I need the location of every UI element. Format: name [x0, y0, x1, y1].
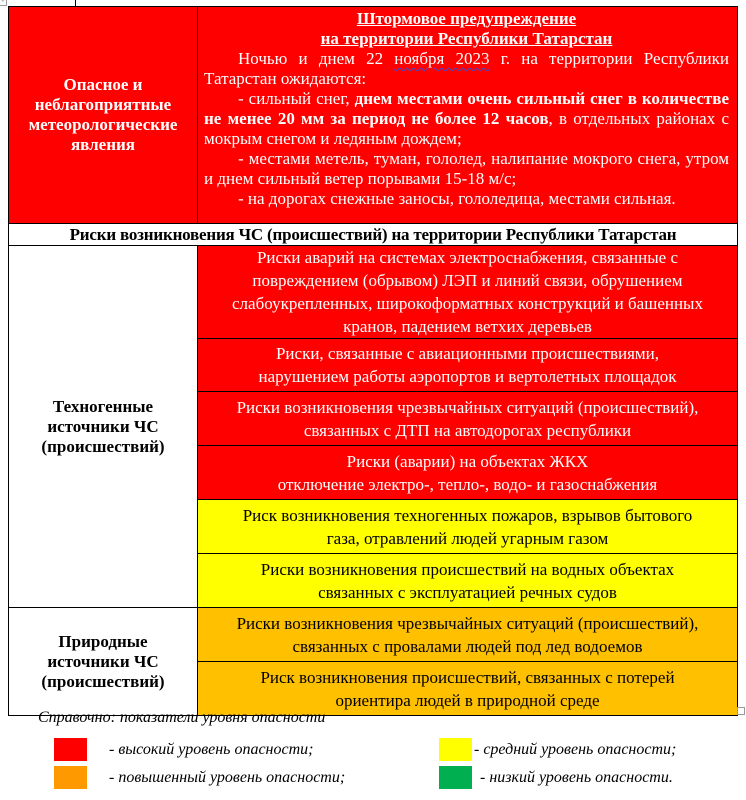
technogenic-label-line: источники ЧС: [47, 416, 159, 436]
risk-line: отключение электро-, тепло-, водо- и газоснабжения: [277, 474, 658, 494]
warning-item-blizzard: - местами метель, туман, гололед, налипание мокрого снега, утром и днем сильный ветер порывами 15-18 м/с;: [204, 149, 729, 188]
warning-title-line2: на территории Республики Татарстан: [320, 29, 613, 48]
warning-item-roads: - на дорогах снежные заносы, гололедица, местами сильная.: [238, 189, 676, 208]
risk-line: Риски (аварии) на объектах ЖКХ: [346, 451, 589, 471]
technogenic-row: [9, 246, 738, 339]
legend-label: - низкий уровень опасности.: [480, 768, 673, 786]
natural-row: [9, 608, 738, 662]
risk-cell-ice-falls: [198, 608, 738, 662]
risk-line: Риск возникновения техногенных пожаров, взрывов бытового: [242, 505, 693, 525]
legend-label: - повышенный уровень опасности;: [109, 768, 346, 786]
risk-cell-utilities: [198, 446, 738, 500]
intro-text: Ночью и днем 22: [238, 49, 395, 68]
risk-line: Риски возникновения происшествий на водных объектах: [260, 559, 675, 579]
item-text: - сильный снег,: [238, 89, 355, 108]
risk-line: слабоукрепленных, широкоформатных конструкций и башенных: [232, 294, 703, 313]
hazard-label-line: неблагоприятные: [34, 95, 172, 114]
table-move-handle-icon[interactable]: +: [0, 0, 7, 6]
risks-header: Риски возникновения ЧС (происшествий) на территории Республики Татарстан: [9, 224, 738, 246]
swatch-high-icon: [54, 738, 87, 761]
hazard-label-line: Опасное и: [63, 75, 143, 94]
risk-line: газа, отравлений людей угарным газом: [326, 528, 609, 548]
risk-cell-fires-gas: [198, 500, 738, 554]
risk-cell-river-vessels: [198, 554, 738, 608]
legend-item-medium: [439, 738, 676, 761]
legend-title: Справочно: показатели уровня опасности: [38, 709, 326, 726]
legend-item-low: [439, 766, 673, 789]
risk-cell-lost-orientation: [198, 662, 738, 716]
natural-label-line: Природные: [58, 631, 148, 651]
intro-text: г. на территории Республики Татарстан ожидаются:: [204, 49, 730, 88]
risk-line: Риски возникновения чрезвычайных ситуаций (происшествий),: [236, 613, 699, 633]
risk-line: Риски аварий на системах электроснабжения, связанные с: [256, 248, 679, 267]
technogenic-label-cell: [9, 246, 198, 608]
swatch-low-icon: [439, 766, 472, 789]
risk-cell-power-grid: [198, 246, 738, 339]
risk-cell-road-accidents: [198, 392, 738, 446]
risk-cell-aviation: [198, 339, 738, 392]
technogenic-label-line: (происшествий): [41, 436, 165, 456]
risk-line: связанных с провалами людей под лед водоемов: [292, 636, 643, 656]
warning-title-line1: Штормовое предупреждение: [356, 9, 577, 28]
item-text-bold: днем местами очень сильный снег в количестве не менее 20 мм за период не более 12 часов: [204, 89, 730, 128]
hazard-row: [9, 7, 738, 224]
hazard-label-line: метеорологические: [28, 115, 178, 134]
risk-line: Риски возникновения чрезвычайных ситуаций (происшествий),: [236, 397, 699, 417]
natural-label-line: (происшествий): [41, 671, 165, 691]
risk-line: ориентира людей в природной среде: [335, 690, 600, 710]
legend-label: - средний уровень опасности;: [474, 740, 677, 758]
hazard-risk-table: [8, 6, 738, 716]
warning-item-snow: [204, 89, 729, 149]
risk-line: нарушением работы аэропортов и вертолетных площадок: [258, 367, 677, 386]
hazard-label-cell: [9, 7, 198, 224]
swatch-elevated-icon: [54, 766, 87, 789]
item-text: , в отдельных районах с мокрым снегом и ледяным дождем;: [204, 109, 729, 148]
legend-item-elevated: [54, 766, 345, 789]
table-resize-handle[interactable]: [737, 707, 745, 715]
technogenic-label-line: Техногенные: [52, 396, 154, 416]
natural-label-line: источники ЧС: [47, 651, 159, 671]
risk-line: Риски, связанные с авиационными происшествиями,: [275, 344, 660, 363]
risk-line: Риск возникновения происшествий, связанных с потерей: [260, 667, 675, 687]
risks-header-row: [9, 224, 738, 246]
legend-label: - высокий уровень опасности;: [109, 740, 314, 758]
hazard-label-line: явления: [70, 135, 136, 154]
legend-item-high: [54, 738, 313, 761]
natural-label-cell: [9, 608, 198, 716]
storm-warning-cell: [198, 7, 738, 224]
risk-line: кранов, падением ветхих деревьев: [343, 317, 592, 336]
risk-line: связанных с эксплуатацией речных судов: [318, 582, 617, 602]
risk-line: связанных с ДТП на автодорогах республики: [303, 420, 632, 440]
swatch-medium-icon: [439, 738, 472, 761]
spellcheck-flagged-date[interactable]: ноября 2023: [394, 49, 490, 68]
warning-intro: [204, 49, 729, 89]
risk-line: повреждением (обрывом) ЛЭП и линий связи, обрушением: [252, 271, 683, 290]
